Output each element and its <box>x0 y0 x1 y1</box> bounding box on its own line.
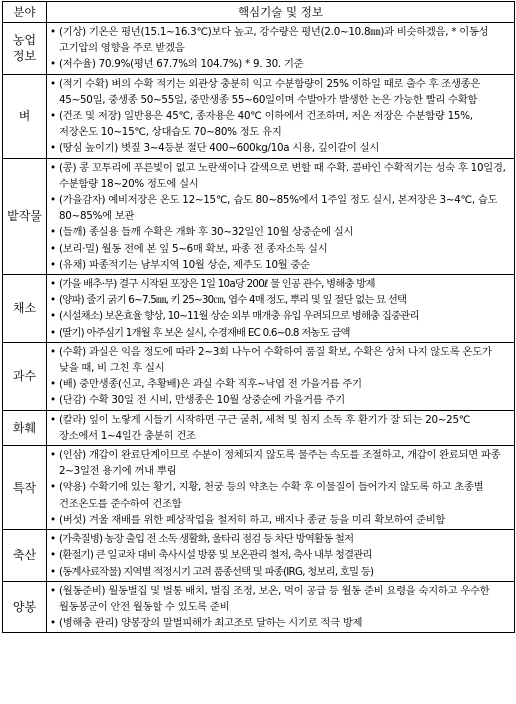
item-text: (보리·밀) 월동 전에 본 잎 5~6매 확보, 파종 전 종자소독 실시 <box>59 242 328 255</box>
category-cell <box>3 158 47 274</box>
list-item <box>50 412 511 444</box>
bullet-icon: • <box>50 394 56 407</box>
section-row-special-crops <box>3 446 515 530</box>
bullet-icon: • <box>50 565 56 578</box>
content-cell <box>47 446 515 530</box>
item-text: (유채) 파종적기는 남부지역 10월 상순, 제주도 10월 중순 <box>59 258 310 271</box>
content-cell <box>47 23 515 75</box>
list-item <box>50 583 511 615</box>
list-item <box>50 447 511 479</box>
list-item <box>50 564 511 580</box>
list-item <box>50 192 511 224</box>
category-label: 특작 <box>12 480 37 495</box>
item-text: (가을 배추·무) 결구 시작된 포장은 1일 10a당 200ℓ 물 인공 관수, 병해충 방제 <box>59 278 375 291</box>
list-item <box>50 241 511 257</box>
category-cell <box>3 342 47 410</box>
item-text: (동계사료작물) 지역별 적정시기 고려 품종선택 및 파종(IRG, 청보리, 호밀 등) <box>59 565 374 578</box>
item-text: (월동준비) 월동벌집 및 벌통 배치, 벌집 조정, 보온, 먹이 공급 등 월동 준비 요령을 숙지하고 우수한 월동봉군이 안전 월동할 수 있도록 준비 <box>59 584 490 613</box>
category-cell <box>3 446 47 530</box>
content-cell <box>47 275 515 343</box>
item-text: (땅심 높이기) 볏짚 3~4등분 절단 400~600kg/10a 시용, 깊이갈이 실시 <box>59 142 380 155</box>
item-list <box>50 583 511 632</box>
list-item <box>50 392 511 408</box>
section-row-flowers <box>3 410 515 445</box>
item-text: (양파) 줄기 굵기 6~7.5㎜, 키 25~30㎝, 엽수 4매 정도, 뿌리 및 잎 절단 없는 묘 선택 <box>59 294 407 307</box>
item-list <box>50 276 511 341</box>
category-label: 밭작물 <box>7 209 42 224</box>
bullet-icon: • <box>50 326 56 339</box>
item-text: (버섯) 겨울 재배를 위한 폐상작업을 철저히 하고, 배지나 종균 등을 미리 확보하여 준비함 <box>59 513 446 526</box>
list-item <box>50 24 511 56</box>
item-text: (기상) 기온은 평년(15.1~16.3℃)보다 높고, 강수량은 평년(2.0~10.8㎜)과 비슷하겠음, * 이동성 고기압의 영향을 주로 받겠음 <box>59 26 489 55</box>
section-row-agri-info <box>3 23 515 75</box>
content-cell <box>47 74 515 158</box>
bullet-icon: • <box>50 378 56 391</box>
category-label: 화훼 <box>12 420 37 435</box>
bullet-icon: • <box>50 481 56 494</box>
content-cell <box>47 530 515 582</box>
list-item <box>50 276 511 292</box>
tech-info-table <box>2 1 515 633</box>
content-cell <box>47 342 515 410</box>
list-item <box>50 140 511 156</box>
list-item <box>50 292 511 308</box>
category-cell <box>3 530 47 582</box>
item-list <box>50 447 511 528</box>
item-text: (가축질병) 농장 출입 전 소독 생활화, 울타리 점검 등 차단 방역활동 철저 <box>59 533 354 546</box>
item-text: (콩) 콩 꼬투리에 푸른빛이 없고 노란색이나 갈색으로 변할 때 수확. 콤바인 수확적기는 성숙 후 10일경, 수분함량 18~20% 정도에 실시 <box>59 161 506 190</box>
list-item <box>50 531 511 547</box>
list-item <box>50 224 511 240</box>
bullet-icon: • <box>50 617 56 630</box>
bullet-icon: • <box>50 278 56 291</box>
item-list <box>50 76 511 157</box>
section-row-vegetables <box>3 275 515 343</box>
header-row <box>3 2 515 23</box>
section-row-livestock <box>3 530 515 582</box>
item-text: (환절기) 큰 일교차 대비 축사시설 방풍 및 보온관리 철저, 축사 내부 청결관리 <box>59 549 372 562</box>
list-item <box>50 56 511 72</box>
category-cell <box>3 275 47 343</box>
bullet-icon: • <box>50 258 56 271</box>
category-cell <box>3 410 47 445</box>
category-label: 양봉 <box>12 600 37 614</box>
section-row-fruit-trees <box>3 342 515 410</box>
header-category: 분야 <box>3 2 47 23</box>
bullet-icon: • <box>50 513 56 526</box>
bullet-icon: • <box>50 58 56 71</box>
list-item <box>50 615 511 631</box>
section-row-beekeeping <box>3 581 515 633</box>
item-text: (저수율) 70.9%(평년 67.7%의 104.7%) * 9. 30. 기준 <box>59 58 304 71</box>
list-item <box>50 325 511 341</box>
item-text: (배) 중만생종(신고, 추황배)은 과실 수확 직후~낙엽 전 가을거름 주기 <box>59 378 362 391</box>
list-item <box>50 257 511 273</box>
item-text: (약용) 수확기에 있는 황기, 지황, 천궁 등의 약초는 수확 후 이물질이 들어가지 않도록 하고 초종별 건조온도를 준수하여 건조함 <box>59 481 484 510</box>
category-cell <box>3 581 47 633</box>
item-text: (적기 수확) 벼의 수확 적기는 외관상 충분히 익고 수분함량이 25% 이하일 때로 출수 후 조생종은 45~50일, 중생종 50~55일, 중만생종 55~60일이며 수발아가 발생한 논은 가능한 빨리 수확함 <box>59 77 481 106</box>
item-text: (단감) 수확 30일 전 시비, 만생종은 10월 상중순에 가을거름 주기 <box>59 394 345 407</box>
list-item <box>50 344 511 376</box>
item-text: (시설채소) 보온효율 향상, 10~11월 상순 외부 매개충 유입 우려되므로 병해충 집중관리 <box>59 310 419 323</box>
bullet-icon: • <box>50 226 56 239</box>
category-label: 농업 <box>12 33 37 48</box>
item-text: (인삼) 개갑이 완료단계이므로 수분이 정체되지 않도록 물주는 속도를 조절하고, 개갑이 완료되면 파종 2~3일전 용기에 꺼내 뿌림 <box>59 449 501 478</box>
bullet-icon: • <box>50 194 56 207</box>
category-label: 채소 <box>12 301 37 316</box>
list-item <box>50 76 511 108</box>
content-cell <box>47 410 515 445</box>
category-label: 정보 <box>12 49 37 64</box>
item-text: (칼라) 잎이 노랗게 시들기 시작하면 구근 굴취, 세척 및 침지 소독 후 환기가 잘 되는 20~25℃ 장소에서 1~4일간 충분히 건조 <box>59 413 471 442</box>
bullet-icon: • <box>50 26 56 38</box>
item-text: (수확) 과실은 익음 정도에 따라 2~3회 나누어 수확하여 품질 확보, 수확은 상처 나지 않도록 온도가 낮을 때, 비 그친 후 실시 <box>59 345 492 375</box>
list-item <box>50 547 511 563</box>
item-text: (가을감자) 예비저장은 온도 12~15℃, 습도 80~85%에서 1주일 정도 실시, 본저장은 3~4℃, 습도 80~85%에 보관 <box>59 194 498 223</box>
category-cell <box>3 74 47 158</box>
bullet-icon: • <box>50 77 56 90</box>
item-text: (들깨) 종실용 들깨 수확은 개화 후 30~32일인 10월 상중순에 실시 <box>59 226 354 239</box>
list-item <box>50 376 511 392</box>
item-list <box>50 344 511 409</box>
bullet-icon: • <box>50 242 56 255</box>
category-label: 벼 <box>18 109 31 124</box>
bullet-icon: • <box>50 549 56 562</box>
list-item <box>50 308 511 324</box>
item-text: (딸기) 아주심기 1개월 후 보온 실시, 수경재배 EC 0.6~0.8 저농도 급액 <box>59 326 350 339</box>
bullet-icon: • <box>50 413 56 426</box>
content-cell <box>47 581 515 633</box>
list-item <box>50 479 511 511</box>
item-list <box>50 412 511 444</box>
bullet-icon: • <box>50 142 56 155</box>
item-list <box>50 531 511 580</box>
item-text: (건조 및 저장) 일반용은 45℃, 종자용은 40℃ 이하에서 건조하며, 저온 저장은 수분함량 15%, 저장온도 10~15℃, 상대습도 70~80% 정도 유지 <box>59 110 473 139</box>
bullet-icon: • <box>50 110 56 123</box>
list-item <box>50 108 511 140</box>
table-body <box>3 23 515 633</box>
bullet-icon: • <box>50 533 56 546</box>
bullet-icon: • <box>50 310 56 323</box>
bullet-icon: • <box>50 584 56 597</box>
bullet-icon: • <box>50 294 56 307</box>
category-label: 과수 <box>12 369 37 384</box>
bullet-icon: • <box>50 345 56 358</box>
section-row-rice <box>3 74 515 158</box>
bullet-icon: • <box>50 449 56 462</box>
item-text: (병해충 관리) 양봉장의 말벌피해가 최고조로 달하는 시기로 적극 방제 <box>59 617 363 630</box>
category-cell <box>3 23 47 75</box>
category-label: 축산 <box>12 548 37 563</box>
section-row-field-crops <box>3 158 515 274</box>
list-item <box>50 512 511 528</box>
item-list <box>50 24 511 73</box>
header-content: 핵심기술 및 정보 <box>47 2 515 23</box>
bullet-icon: • <box>50 161 56 174</box>
list-item <box>50 160 511 192</box>
item-list <box>50 160 511 273</box>
content-cell <box>47 158 515 274</box>
